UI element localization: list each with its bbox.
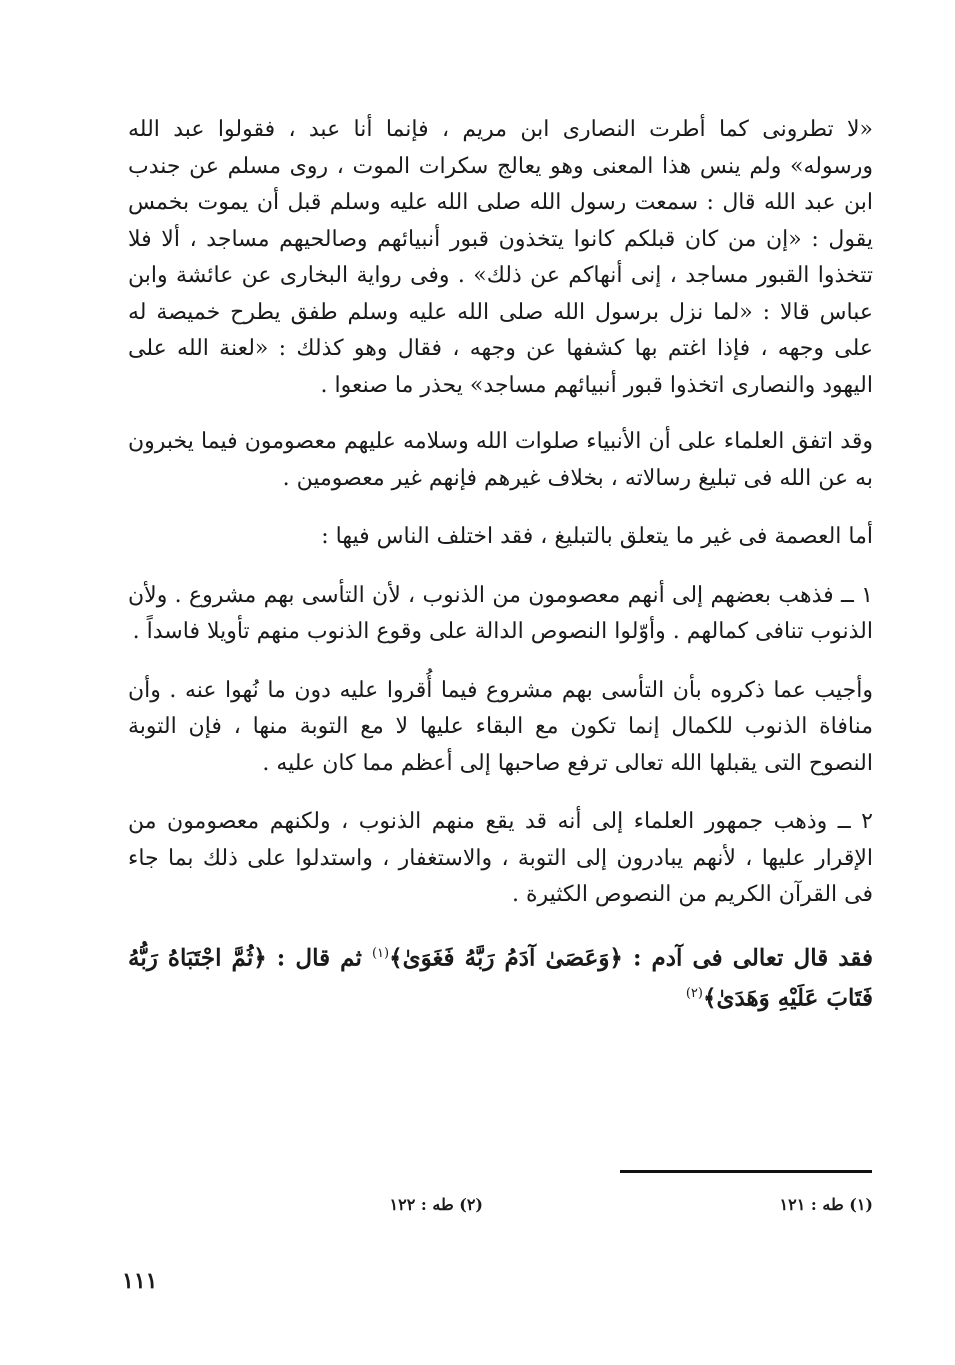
footnote-ref-1: (١) <box>371 945 390 961</box>
footnote-ref-2: (٢) <box>685 986 703 1002</box>
paragraph-opinion-2: ٢ ــ وذهب جمهور العلماء إلى أنه قد يقع منهم الذنوب ، ولكنهم معصومون من الإقرار عليها ، لأنهم يبادرون إلى التوبة ، والاستغفار ، واستدلوا على ذلك بما جاء فى القرآن الكريم من النصوص الكثيرة . <box>128 809 873 907</box>
footnote-1: (١) طه : ١٢١ <box>779 1195 873 1214</box>
quran-text-1: فقد قال تعالى فى آدم : ﴿وَعَصَىٰ آدَمُ رَبَّهُ فَغَوَىٰ﴾ <box>389 944 873 972</box>
paragraph-quran-evidence <box>128 936 873 1017</box>
page-number: ١١١ <box>122 1268 158 1294</box>
footnote-divider <box>620 1170 872 1173</box>
paragraph-consensus: وقد اتفق العلماء على أن الأنبياء صلوات الله وسلامه عليهم معصومون فيما يخبرون به عن الله فى تبليغ رسالاته ، بخلاف غيرهم فإنهم غير معصومين . <box>128 429 873 491</box>
paragraph-dispute: أما العصمة فى غير ما يتعلق بالتبليغ ، فقد اختلف الناس فيها : <box>321 524 873 549</box>
footnote-2: (٢) طه : ١٢٢ <box>389 1195 483 1214</box>
paragraph-opinion-1: ١ ــ فذهب بعضهم إلى أنهم معصومون من الذنوب ، لأن التأسى بهم مشروع . ولأن الذنوب تنافى كمالهم . وأوّلوا النصوص الدالة على وقوع الذنوب منهم تأويلا فاسداً . <box>128 582 873 644</box>
paragraph-rebuttal: وأجيب عما ذكروه بأن التأسى بهم مشروع فيما أُقروا عليه دون ما نُهوا عنه . وأن منافاة الذنوب للكمال إنما تكون مع البقاء عليها لا مع التوبة منها ، فإن التوبة النصوح التى يقبلها الله تعالى ترفع صاحبها إلى أعظم مما كان عليه . <box>128 677 873 776</box>
paragraph-hadith: «لا تطرونى كما أطرت النصارى ابن مريم ، فإنما أنا عبد ، فقولوا عبد الله ورسوله» ولم ينس هذا المعنى وهو يعالج سكرات الموت ، روى مسلم عن جندب ابن عبد الله قال : سمعت رسول الله صلى الله عليه وسلم قبل أن يموت بخمس يقول : «إن من كان قبلكم كانوا يتخذون قبور أنبيائهم وصالحيهم مساجد ، ألا فلا تتخذوا القبور مساجد ، إنى أنهاكم عن ذلك» . وفى رواية البخارى عن عائشة وابن عباس قالا : «لما نزل برسول الله صلى الله عليه وسلم طفق يطرح خميصة له على وجهه ، فإذا اغتم بها كشفها عن وجهه ، فقال وهو كذلك : «لعنة الله على اليهود والنصارى اتخذوا قبور أنبيائهم مساجد» يحذر ما صنعوا . <box>128 117 873 398</box>
quran-text-2: ثم قال : ﴿ثُمَّ اجْتَبَاهُ رَبُّهُ فَتَابَ عَلَيْهِ وَهَدَىٰ﴾ <box>128 944 873 1012</box>
page-body <box>128 112 873 1017</box>
